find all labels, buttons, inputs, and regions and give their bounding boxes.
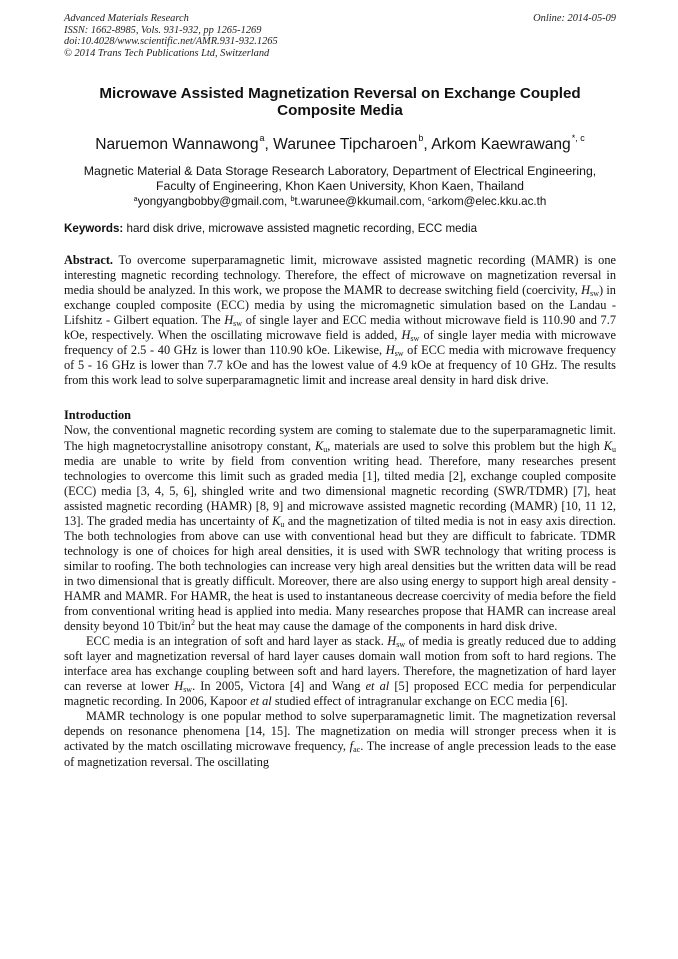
abstract-paragraph (64, 253, 616, 388)
math-sub: u (323, 444, 328, 454)
body-text: but the heat may cause the damage of the components in hard disk drive. (194, 619, 558, 634)
abstract-text: of single layer and ECC media without microwave field is 110.90 and 7.7 kOe, respectively. When the oscillating microwave field is added, (64, 313, 616, 343)
abstract-text: of ECC media with microwave frequency of 5 - 16 GHz is lower than 7.7 kOe and has the lowest value of 4.9 kOe at frequency of 10 GHz. The results from this work lead to solve superparamagnetic limit and increase areal density in hard disk drive. (64, 343, 616, 388)
body-text: [5] proposed ECC media for perpendicular magnetic recording. In 2006, Kapoor (64, 679, 616, 709)
math-h: H (174, 679, 184, 694)
math-sub: sw (394, 349, 404, 359)
author-list (64, 129, 616, 154)
intro-paragraph-1 (64, 423, 616, 634)
math-h: H (581, 283, 591, 298)
affiliation-line-1: Magnetic Material & Data Storage Research Laboratory, Department of Electrical Engineering, (83, 164, 597, 178)
math-sub: sw (233, 319, 243, 329)
email-link-c[interactable]: arkom@elec.kku.ac.th (431, 195, 547, 208)
body-text: and the magnetization of tilted media is not in easy axis direction. The both technologies from above can use with conventional head but they are difficult to fabricate. TDMR technology is one of choices for high areal densities, it is used with SWR technology that writing process is similar to roofing. The both technologies can increase very high areal densities but the written data will be read in two dimensional that is greatly difficult. Moreover, there are also using energy to support high areal density - HAMR and MAMR. For HAMR, the heat is used to instantaneous decrease coercivity of media before the field from conventional writing head is applied into media. Many researches propose that HAMR can increase areal density beyond 10 Tbit/in (64, 513, 616, 634)
affiliation-line-2: Faculty of Engineering, Khon Kaen University, Khon Kaen, Thailand (156, 178, 524, 193)
paper-title (64, 85, 616, 119)
body-text: Now, the conventional magnetic recording system are coming to stalemate due to the superparamagnetic limit. The high magnetocrystalline anisotropy constant, (64, 423, 616, 453)
math-sub: sw (396, 640, 406, 650)
keywords-text: hard disk drive, microwave assisted magnetic recording, ECC media (123, 222, 478, 235)
math-h: H (224, 313, 234, 328)
math-sub: sw (183, 685, 193, 695)
intro-paragraph-2 (64, 634, 616, 709)
title-line-2: Composite Media (277, 102, 403, 119)
author-name: Naruemon Wannawong (95, 136, 259, 153)
abstract-label: Abstract. (64, 253, 114, 267)
body-text: media are unable to write by field from convention writing head. Therefore, many researches present technologies to overcome this limit such as graded media [1], tilted media [2], exchange coupled composite (ECC) media [3, 4, 5, 6], shingled write and two dimensional magnetic recording (SWR/TDMR) [7], heat assisted magnetic recording (HAMR) [8, 9] and microwave assisted magnetic recording (MAMR) [10, 11 12, 13]. The graded media has uncertainty of (64, 453, 616, 528)
section-heading-introduction: Introduction (64, 408, 131, 423)
title-line-1: Microwave Assisted Magnetization Reversal on Exchange Coupled (99, 85, 581, 102)
intro-paragraph-3 (64, 709, 616, 769)
math-k: K (272, 513, 281, 528)
abstract-text: of single layer media with microwave frequency of 2.5 - 40 GHz is lower than 110.90 kOe. Likewise, (64, 328, 616, 358)
author-name: , Arkom Kaewrawang (423, 136, 571, 153)
math-f: f (349, 739, 354, 754)
publication-header (64, 13, 616, 59)
math-h: H (401, 328, 411, 343)
keywords (64, 222, 616, 236)
email-mark: a (133, 196, 138, 203)
email-mark: b (290, 196, 295, 203)
math-sub: sw (590, 289, 599, 299)
math-sup: 2 (190, 618, 195, 628)
body-text: . In 2005, Victora [4] and Wang (192, 679, 366, 694)
et-al: et al (250, 694, 272, 709)
email-mark: c (427, 196, 432, 203)
math-h: H (387, 634, 397, 649)
body-text: studied effect of intragranular exchange on ECC media [6]. (271, 694, 568, 709)
et-al: et al (365, 679, 390, 694)
math-k: K (603, 438, 612, 453)
online-date: Online: 2014-05-09 (533, 13, 616, 24)
email-link-a[interactable]: yongyangbobby@gmail.com, (137, 195, 291, 208)
author-mark: *, c (571, 133, 585, 143)
paper-body (64, 253, 616, 770)
abstract-text: ) in exchange coupled composite (ECC) media by using the micromagnetic simulation based on the Landau - Lifshitz - Gilbert equation. The (64, 283, 616, 328)
keywords-label: Keywords: (64, 222, 124, 235)
math-h: H (385, 343, 395, 358)
affiliation (64, 164, 616, 210)
abstract-text: To overcome superparamagnetic limit, microwave assisted magnetic recording (MAMR) is one interesting magnetic recording technology. Therefore, the effect of microwave on magnetization reversal in media should be analyzed. In this work, we propose the MAMR to decrease switching field (coercivity, (64, 253, 616, 298)
body-text: of media is greatly reduced due to adding soft layer and magnetization reversal of hard layer causes domain wall motion from soft to hard regions. The interface area has exchange coupling between soft and hard layers. Therefore, the magnetization of hard layer can reverse at lower (64, 634, 616, 694)
body-text: ECC media is an integration of soft and hard layer as stack. (86, 634, 388, 649)
author-emails (64, 193, 616, 210)
math-sub: sw (410, 334, 420, 344)
doi-line: doi:10.4028/www.scientific.net/AMR.931-932.1265 (64, 36, 278, 48)
author-mark: a (259, 133, 265, 143)
issn-line: ISSN: 1662-8985, Vols. 931-932, pp 1265-1269 (64, 24, 262, 36)
math-sub: u (280, 519, 285, 529)
author-mark: b (418, 133, 424, 143)
body-text: . The increase of angle precession leads to the ease of magnetization reversal. The oscillating (64, 739, 617, 769)
body-text: MAMR technology is one popular method to solve superparamagnetic limit. The magnetization reversal depends on resonance phenomena [14, 15]. The magnetization on media will stronger precess when it is activated by the match oscillating microwave frequency, (64, 709, 616, 754)
math-k: K (314, 438, 324, 453)
copyright-line: © 2014 Trans Tech Publications Ltd, Switzerland (64, 47, 270, 59)
math-sub: u (612, 444, 616, 454)
journal-name: Advanced Materials Research (64, 13, 189, 24)
math-sub: ac (353, 745, 361, 755)
author-name: , Warunee Tipcharoen (264, 136, 418, 153)
email-link-b[interactable]: t.warunee@kkumail.com, (294, 195, 428, 208)
body-text: , materials are used to solve this problem but the high (327, 438, 604, 453)
